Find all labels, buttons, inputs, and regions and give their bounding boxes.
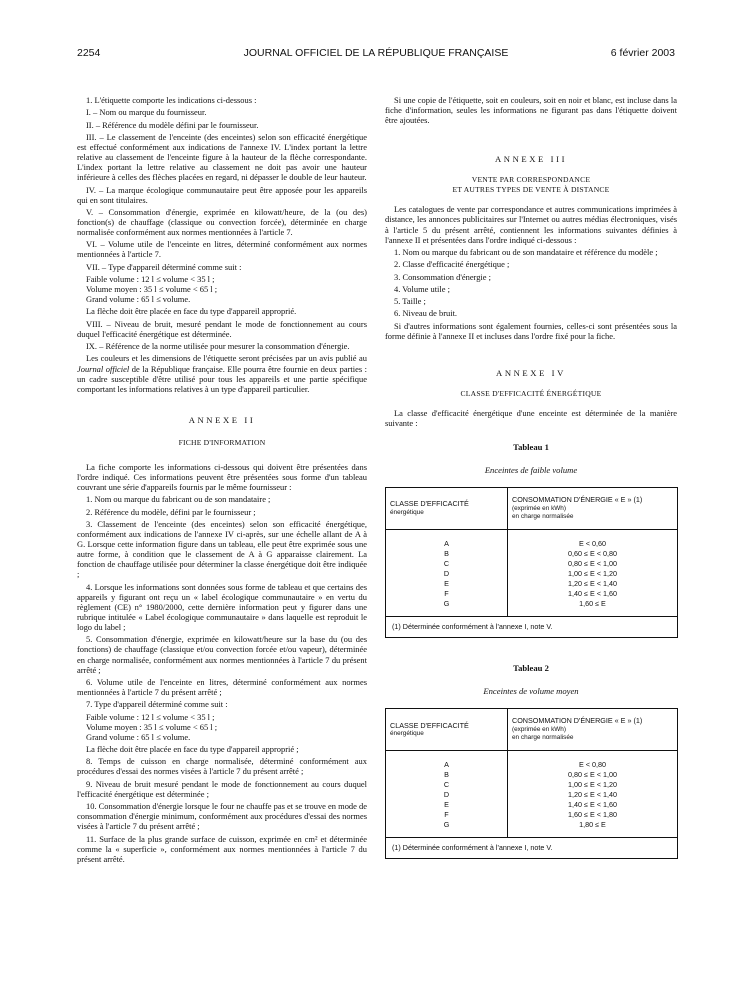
- paragraph: V. – Consommation d'énergie, exprimée en kilowatt/heure, de la (ou des) fonction(s) de chauffage (classique ou convection forcée), déterminée en charge normalisée conformément aux normes mentionnées à l'article 7.: [77, 206, 367, 238]
- table-row: E 1,40 ≤ E < 1,60: [386, 800, 677, 810]
- table-row: A E < 0,60: [386, 529, 677, 549]
- table1-title: Tableau 1: [513, 442, 549, 453]
- table-row: A E < 0,80: [386, 750, 677, 770]
- table2: [385, 708, 678, 859]
- paragraph: Grand volume : 65 l ≤ volume.: [86, 294, 191, 305]
- publication-date: 6 février 2003: [610, 47, 675, 59]
- journal-officiel-italic: Journal officiel: [77, 363, 130, 374]
- paragraph: 1. Nom ou marque du fabricant ou de son mandataire et référence du modèle ;: [394, 246, 658, 257]
- annex3-body: [385, 204, 677, 340]
- table1-footnote: (1) Déterminée conformément à l'annexe I, note V.: [386, 616, 677, 637]
- journal-title: JOURNAL OFFICIEL DE LA RÉPUBLIQUE FRANÇAISE: [243, 47, 509, 59]
- paragraph: 8. Temps de cuisson en charge normalisée, déterminé conformément aux procédures d'essai des normes visées à l'article 7 du présent arrêté ;: [77, 756, 367, 777]
- table-row: G 1,60 ≤ E: [386, 599, 677, 616]
- paragraph: Les couleurs et les dimensions de l'étiquette seront précisées par un avis publié au Journal officiel de la République française. Elle pourra être fournie en deux parties : un cadre susceptible d'être utilisé pour tous les appareils et une partie spécifique comportant les informations relatives à un type d'appareil particulier.: [77, 353, 367, 394]
- paragraph: Volume moyen : 35 l ≤ volume < 65 l ;: [86, 721, 218, 732]
- paragraph: 5. Consommation d'énergie, exprimée en kilowatt/heure sur la base du (ou des fonctions) de chauffage (classique et/ou convection forcée et/ou vapeur), déterminée en charge normalisée, conformément aux normes mentionnées à l'article 7 du présent arrêté ;: [77, 634, 367, 675]
- paragraph: VIII. – Niveau de bruit, mesuré pendant le mode de fonctionnement au cours duquel l'efficacité énergétique est déterminée.: [77, 318, 367, 339]
- table-header-class: CLASSE D'EFFICACITÉ énergétique: [386, 488, 508, 529]
- table1: [385, 487, 678, 638]
- paragraph: III. – Le classement de l'enceinte (des enceintes) selon son efficacité énergétique est effectué conformément aux indications de l'annexe IV. L'index portant la lettre relative au classement de l'enceinte figure à la hauteur de la flèche correspondante. L'index portant la lettre relative au classement ne doit pas avoir une hauteur inférieure à celles des flèches placées en regard, ni dépasser le double de leur hauteur.: [77, 131, 367, 183]
- paragraph: Si une copie de l'étiquette, soit en couleurs, soit en noir et blanc, est incluse dans la fiche d'information, seules les informations ne figurant pas dans l'étiquette doivent être ajoutées.: [385, 95, 677, 126]
- paragraph: 7. Type d'appareil déterminé comme suit :: [86, 699, 228, 710]
- paragraph: Si d'autres informations sont également fournies, celles-ci sont présentées sous la forme définie à l'annexe II et incluses dans l'ordre fixé pour la fiche.: [385, 320, 677, 341]
- table-row: B 0,80 ≤ E < 1,00: [386, 770, 677, 780]
- paragraph: IV. – La marque écologique communautaire peut être apposée pour les appareils qui en sont titulaires.: [77, 184, 367, 205]
- annex4-heading: ANNEXE IV: [496, 367, 566, 378]
- paragraph: VI. – Volume utile de l'enceinte en litres, déterminé conformément aux normes mentionnées à l'article 7.: [77, 239, 367, 260]
- left-column: [77, 95, 367, 866]
- paragraph: La classe d'efficacité énergétique d'une enceinte est déterminée de la manière suivante :: [385, 407, 677, 428]
- annex2-body: [77, 462, 367, 864]
- table-row: D 1,20 ≤ E < 1,40: [386, 790, 677, 800]
- table1-subtitle: Enceintes de faible volume: [484, 465, 578, 476]
- paragraph: IX. – Référence de la norme utilisée pour mesurer la consommation d'énergie.: [86, 341, 350, 352]
- paragraph: 1. L'étiquette comporte les indications ci-dessous :: [86, 95, 257, 105]
- paragraph: 5. Taille ;: [394, 296, 426, 307]
- table-row: F 1,60 ≤ E < 1,80: [386, 810, 677, 820]
- table-row: G 1,80 ≤ E: [386, 820, 677, 837]
- table-header-row: [386, 488, 677, 529]
- label-indications: [77, 95, 367, 394]
- paragraph: 6. Volume utile de l'enceinte en litres, déterminé conformément aux normes mentionnées à l'article 7 du présent arrêté ;: [77, 676, 367, 697]
- paragraph: II. – Référence du modèle défini par le fournisseur.: [86, 119, 259, 130]
- paragraph: 3. Consommation d'énergie ;: [394, 271, 491, 282]
- table-header-consumption: CONSOMMATION D'ÉNERGIE « E » (1) (exprimée en kWh) en charge normalisée: [508, 488, 678, 529]
- table-header-consumption: CONSOMMATION D'ÉNERGIE « E » (1) (exprimée en kWh) en charge normalisée: [508, 709, 678, 750]
- table-row: C 0,80 ≤ E < 1,00: [386, 559, 677, 569]
- paragraph: 1. Nom ou marque du fabricant ou de son mandataire ;: [86, 494, 271, 505]
- table-row: F 1,40 ≤ E < 1,60: [386, 589, 677, 599]
- paragraph: Faible volume : 12 l ≤ volume < 35 l ;: [86, 274, 215, 284]
- table-header-row: [386, 709, 677, 750]
- table-row: B 0,60 ≤ E < 0,80: [386, 549, 677, 559]
- table-row: D 1,00 ≤ E < 1,20: [386, 569, 677, 579]
- paragraph: Volume moyen : 35 l ≤ volume < 65 l ;: [86, 284, 218, 295]
- table-row: E 1,20 ≤ E < 1,40: [386, 579, 677, 589]
- paragraph: 11. Surface de la plus grande surface de cuisson, exprimée en cm² et déterminée comme la « superficie », conformément aux normes mentionnées à l'article 7 du présent arrêté.: [77, 833, 367, 864]
- table-row: C 1,00 ≤ E < 1,20: [386, 780, 677, 790]
- paragraph: 3. Classement de l'enceinte (des enceintes) selon son efficacité énergétique, conformément aux indications de l'annexe IV ci-après, sur une échelle allant de A à G. Lorsque cette information figure dans un tableau, elle peut être exprimée sous une autre forme, à condition que le classement de A à G apparaisse clairement. La fonction de chauffage utilisée pour déterminer la classe énergétique doit être indiquée ;: [77, 518, 367, 580]
- paragraph: Grand volume : 65 l ≤ volume.: [86, 731, 191, 742]
- annex2-heading: ANNEXE II: [188, 414, 256, 425]
- paragraph: Faible volume : 12 l ≤ volume < 35 l ;: [86, 711, 215, 722]
- annex3-heading: ANNEXE III: [494, 154, 568, 165]
- paragraph: VII. – Type d'appareil déterminé comme suit :: [86, 261, 242, 272]
- page-number: 2254: [77, 47, 101, 59]
- paragraph: I. – Nom ou marque du fournisseur.: [86, 107, 207, 118]
- table2-footnote: (1) Déterminée conformément à l'annexe I, note V.: [386, 837, 677, 858]
- paragraph: 4. Lorsque les informations sont données sous forme de tableau et que certains des appareils y figurant ont reçu un « label écologique communautaire » en vertu du règlement (CE) n° 1980/2000, cette dernière information peut y figurer dans une rubrique intitulée « Label écologique communautaire » dans laquelle est reproduit le logo du label ;: [77, 581, 367, 633]
- paragraph: La flèche doit être placée en face du type d'appareil approprié ;: [86, 744, 299, 754]
- paragraph: La flèche doit être placée en face du type d'appareil approprié.: [86, 306, 297, 317]
- page-header: [77, 47, 675, 63]
- paragraph: 2. Classe d'efficacité énergétique ;: [394, 259, 510, 270]
- annex3-title: VENTE PAR CORRESPONDANCE ET AUTRES TYPES DE VENTE À DISTANCE: [452, 175, 610, 195]
- right-column: [385, 95, 677, 859]
- annex4-title: CLASSE D'EFFICACITÉ ÉNERGÉTIQUE: [460, 388, 602, 398]
- paragraph: 9. Niveau de bruit mesuré pendant le mode de fonctionnement au cours duquel l'efficacité énergétique est déterminée ;: [77, 778, 367, 799]
- paragraph: 10. Consommation d'énergie lorsque le four ne chauffe pas et se trouve en mode de consommation d'énergie minimum, conformément aux procédures d'essai des normes visées à l'article 7 du présent arrêté ;: [77, 801, 367, 832]
- paragraph: 6. Niveau de bruit.: [394, 308, 458, 319]
- table-header-class: CLASSE D'EFFICACITÉ énergétique: [386, 709, 508, 750]
- table2-title: Tableau 2: [513, 663, 549, 674]
- paragraph: La fiche comporte les informations ci-dessous qui doivent être présentées dans l'ordre indiqué. Ces informations peuvent être présentées sous forme d'un tableau couvrant une série d'appareils fournis par le même fournisseur :: [77, 461, 367, 493]
- annex2-title: FICHE D'INFORMATION: [178, 437, 266, 447]
- paragraph: 4. Volume utile ;: [394, 283, 450, 294]
- paragraph: 2. Référence du modèle, défini par le fournisseur ;: [86, 506, 256, 517]
- table2-subtitle: Enceintes de volume moyen: [483, 686, 579, 697]
- paragraph: Les catalogues de vente par correspondance et autres communications imprimées à distance, les annonces publicitaires sur l'Internet ou autres médias électroniques, visés à l'article 5 du présent arrêté, contiennent les informations suivantes définies à l'annexe II et présentées dans l'ordre indiqué ci-dessous :: [385, 204, 677, 245]
